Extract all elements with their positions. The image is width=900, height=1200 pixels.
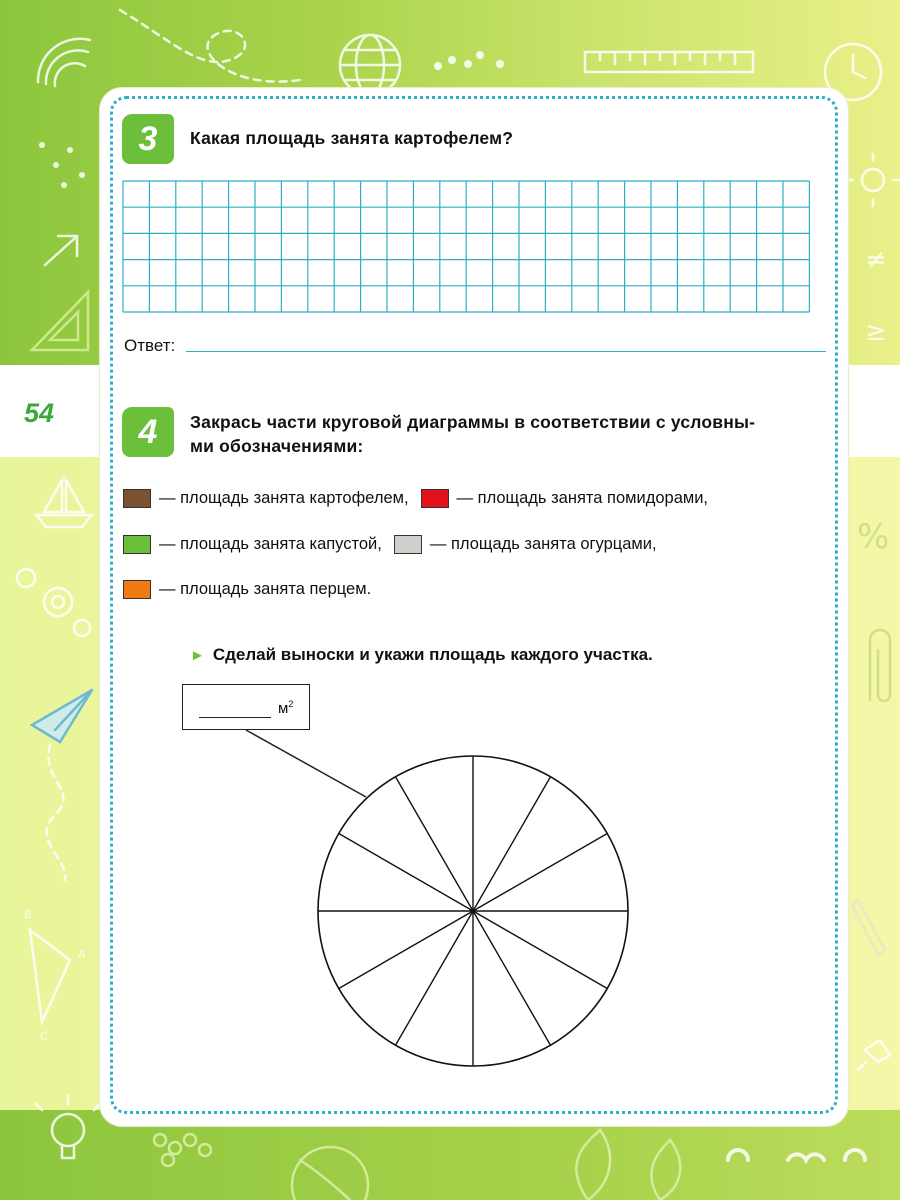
callout-unit [278, 699, 293, 717]
greater-equal-icon: ≥ [865, 317, 887, 347]
instruction-text: Сделай выноски и укажи площадь каждого участка. [212, 645, 653, 664]
task-4-title-line-2: ми обозначениями: [190, 436, 364, 456]
triangle-bullet-icon: ► [190, 647, 205, 664]
page-number: 54 [24, 398, 55, 428]
task-4-title-line-1: Закрась части круговой диаграммы в соответствии с условны- [190, 412, 756, 432]
task-3-number: 3 [138, 120, 158, 158]
pie-chart-blank[interactable] [315, 752, 635, 1072]
callout-unit-base: м [278, 700, 289, 717]
legend-cabbage-label: — площадь занята капустой, [159, 535, 382, 553]
svg-text:B: B [24, 908, 32, 921]
task-4-number: 4 [138, 413, 158, 451]
legend-pepper-label: — площадь занята перцем. [159, 580, 372, 598]
callout-answer-blank[interactable] [199, 717, 271, 718]
svg-text:A: A [78, 948, 86, 961]
callout-unit-power: 2 [288, 699, 294, 709]
task-3-title: Какая площадь занята картофелем? [190, 128, 514, 148]
svg-text:C: C [40, 1030, 48, 1043]
not-equal-icon: ≠ [865, 245, 887, 275]
callout-box[interactable] [182, 684, 310, 730]
percent-icon: % [857, 517, 890, 557]
legend-tomato-label: — площадь занята помидорами, [456, 489, 709, 507]
answer-label: Ответ: [124, 336, 176, 355]
legend-potato-label: — площадь занята картофелем, [159, 489, 409, 507]
legend-cucumber-label: — площадь занята огурцами, [429, 535, 657, 553]
